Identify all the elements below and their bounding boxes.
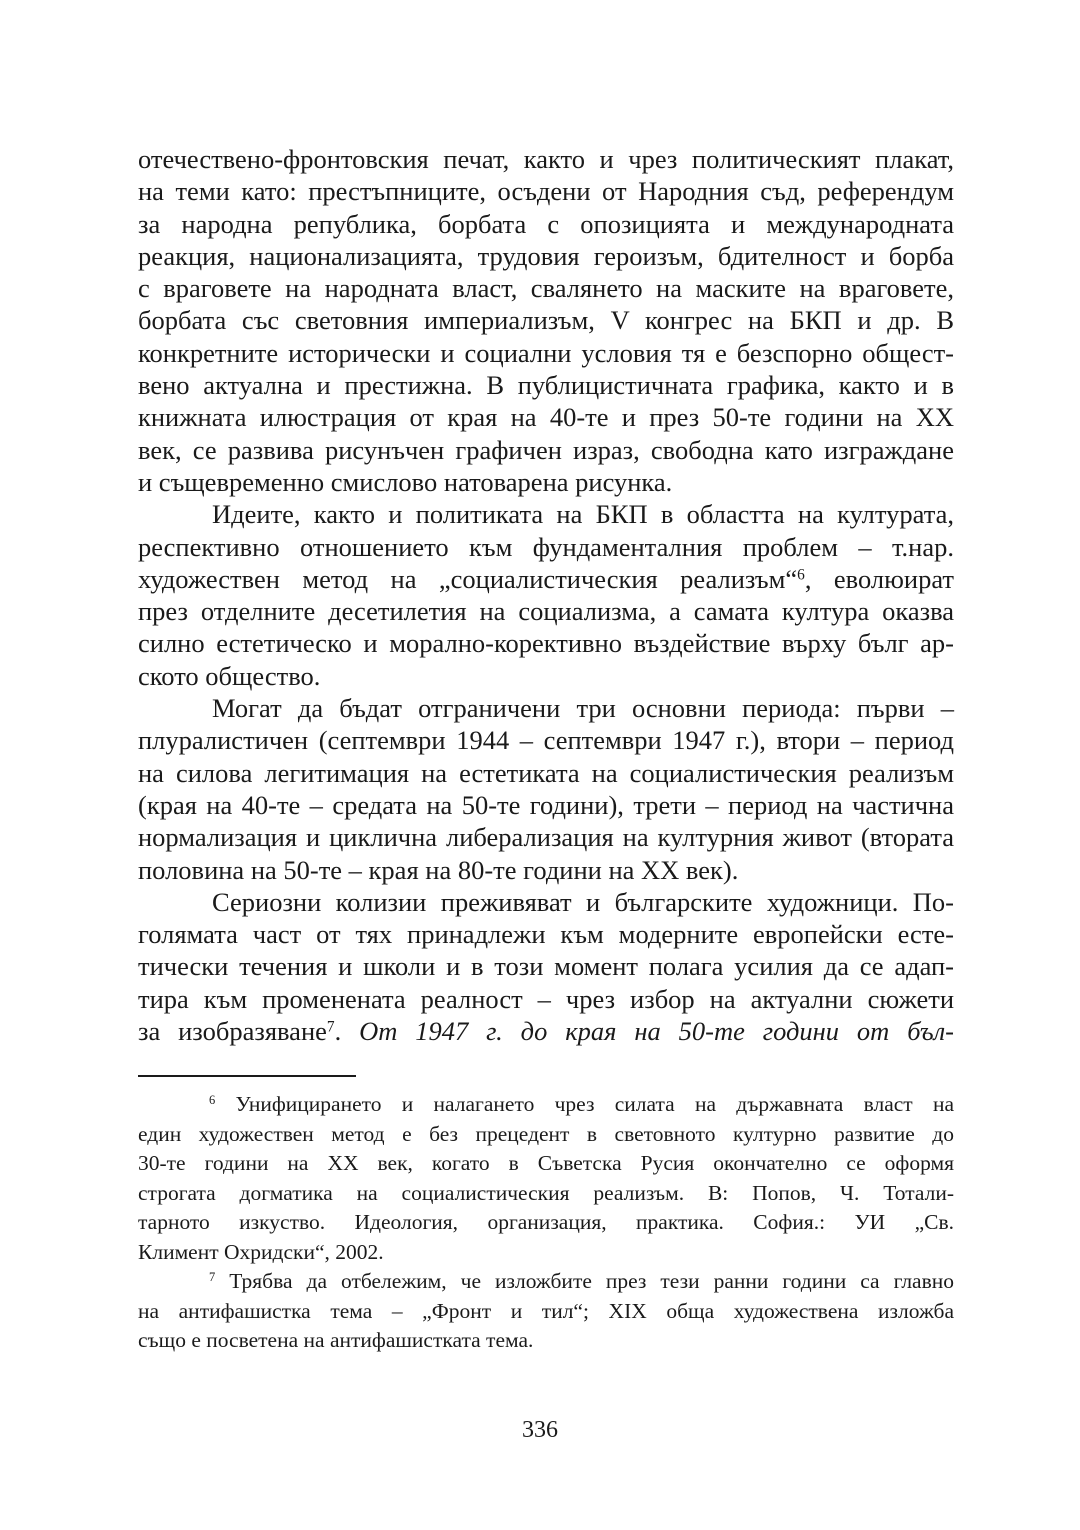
text-segment: художествен метод на „социалистическия реализъм“ — [138, 563, 798, 594]
text-segment: . — [334, 1016, 360, 1047]
footnote-line: тарното изкуство. Идеология, организация, практика. София.: УИ „Св. — [138, 1210, 954, 1234]
text-line: на теми като: престъпниците, осъдени от Народния съд, референдум — [138, 176, 954, 207]
text-line: на силова легитимация на естетиката на социалистическия реализъм — [138, 757, 954, 788]
text-line: тира към променената реалност – чрез избор на актуални сюжети — [138, 983, 954, 1014]
text-line: борбата със световния империализъм, V конгрес на БКП и др. В — [138, 305, 954, 336]
text-line: отечествено-фронтовския печат, както и чрез политическият плакат, — [138, 144, 954, 174]
text-line: ското общество. — [138, 660, 321, 691]
text-line: (края на 40-те – средата на 50-те години), трети – период на частична — [138, 789, 954, 820]
text-line: голямата част от тях принадлежи към модерните европейски есте- — [138, 919, 954, 950]
footnotes — [138, 1090, 954, 1356]
text-line: половина на 50-те – края на 80-те години на XX век). — [138, 854, 739, 885]
footnote-ref-7: 7 — [326, 1018, 335, 1036]
text-line: нормализация и циклична либерализация на културния живот (втората — [138, 822, 954, 853]
text-line: през отделните десетилетия на социализма, а самата култура оказва — [138, 596, 954, 627]
footnote-marker-7: 7 — [209, 1270, 216, 1285]
footnote-7 — [138, 1267, 954, 1356]
text-line: конкретните исторически и социални условия тя е безспорно общест- — [138, 337, 954, 368]
footnote-line: 30-те години на XX век, когато в Съветска Русия окончателно се оформя — [138, 1151, 954, 1175]
text-line: респективно отношението към фундаменталния проблем – т.нар. — [138, 531, 954, 562]
footnote-line — [138, 1267, 954, 1297]
text-line: плуралистичен (септември 1944 – септември 1947 г.), втори – период — [138, 725, 954, 756]
footnote-line: Климент Охридски“, 2002. — [138, 1239, 384, 1264]
text-line: вено актуална и престижна. В публицистичната графика, както и в — [138, 370, 954, 401]
text-segment: Трябва да отбележим, че изложбите през тези ранни години са главно — [215, 1269, 954, 1293]
text-line: Сериозни колизии преживяват и българските художници. По- — [212, 886, 954, 917]
text-line-with-footnote-ref — [138, 563, 954, 595]
paragraph-2 — [138, 498, 954, 692]
text-line: тически течения и школи и в този момент полага усилия да се адап- — [138, 951, 954, 982]
paragraph-1 — [138, 143, 954, 498]
text-line: с враговете на народната власт, свалянето на маските на враговете, — [138, 273, 954, 304]
text-line: силно естетическо и морално-корективно въздействие върху бълг ар- — [138, 628, 954, 659]
footnote-6 — [138, 1090, 954, 1267]
page-number: 336 — [522, 1417, 558, 1443]
text-line: Идеите, както и политиката на БКП в областта на културата, — [212, 499, 954, 530]
text-line: книжната илюстрация от края на 40-те и през 50-те години на XX — [138, 402, 954, 433]
text-line: за народна република, борбата с опозицията и международната — [138, 208, 954, 239]
footnote-line: също е посветена на антифашистката тема. — [138, 1328, 534, 1352]
paragraph-3 — [138, 692, 954, 886]
text-line: век, се развива рисунъчен графичен израз, свободна като изграждане — [138, 434, 954, 465]
text-line: Могат да бъдат отграничени три основни периода: първи – — [212, 693, 954, 724]
text-line: и същевременно смислово натоварена рисунка. — [138, 466, 673, 497]
paragraph-4 — [138, 886, 954, 1047]
text-line: реакция, национализацията, трудовия героизъм, бдителност и борба — [138, 240, 954, 271]
text-segment: , еволюират — [804, 563, 954, 594]
text-segment: Унифицирането и налагането чрез силата на държавната власт на — [215, 1092, 954, 1116]
text-segment: за изобразяване — [138, 1016, 327, 1047]
text-line-with-footnote-ref — [138, 1015, 954, 1047]
footnote-line: на антифашистка тема – „Фронт и тил“; XIX обща художествена изложба — [138, 1298, 954, 1323]
italic-text-segment: От 1947 г. до края на 50-те години от бъл- — [359, 1016, 954, 1047]
footnote-separator — [138, 1075, 356, 1077]
footnote-ref-6: 6 — [797, 566, 805, 584]
footnote-marker-6: 6 — [209, 1093, 216, 1108]
main-text — [138, 143, 954, 1047]
footnote-line — [138, 1090, 954, 1120]
footnote-line: един художествен метод е без прецедент в световното културно развитие до — [138, 1121, 954, 1146]
footnote-line: строгата догматика на социалистическия реализъм. В: Попов, Ч. Тотали- — [138, 1180, 954, 1205]
